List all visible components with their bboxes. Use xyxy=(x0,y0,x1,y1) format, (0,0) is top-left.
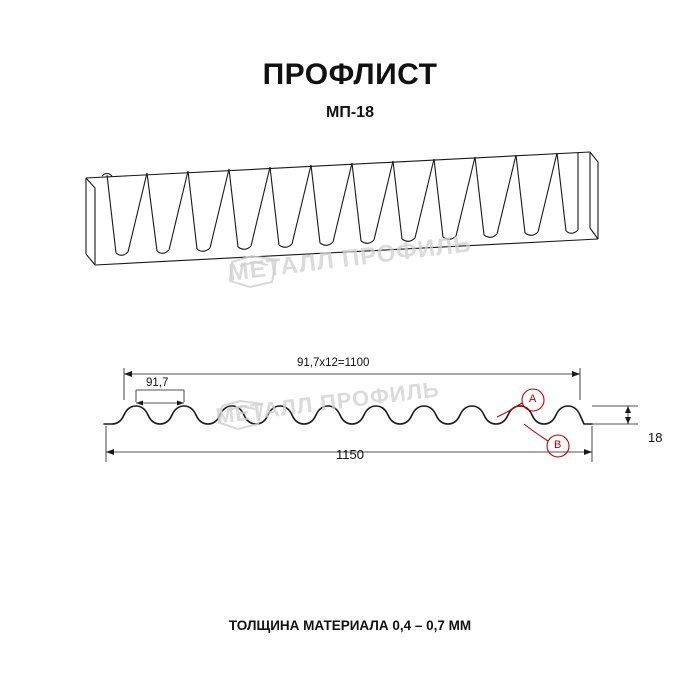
dimension-label-working-width: 91,7х12=1100 xyxy=(297,357,370,369)
page-title: ПРОФЛИСТ xyxy=(262,58,438,91)
material-thickness-note: ТОЛЩИНА МАТЕРИАЛА 0,4 – 0,7 ММ xyxy=(228,618,472,633)
watermark-lower: МЕТАЛЛ ПРОФИЛЬ xyxy=(214,376,441,429)
dimension-label-wave-pitch: 91,7 xyxy=(146,377,169,389)
dimension-label-profile-height: 18 xyxy=(648,430,663,445)
callout-a-label: A xyxy=(529,393,537,405)
watermark-badge-upper xyxy=(230,256,276,287)
watermark-upper: МЕТАЛЛ ПРОФИЛЬ xyxy=(227,230,474,287)
profile-cross-section xyxy=(104,406,592,424)
profile-sheet-isometric xyxy=(86,152,598,265)
callout-b-label: B xyxy=(554,439,562,451)
product-model-label: МП-18 xyxy=(326,104,374,121)
watermark-badge-lower xyxy=(220,401,262,429)
dimension-label-total-width: 1150 xyxy=(336,447,364,462)
